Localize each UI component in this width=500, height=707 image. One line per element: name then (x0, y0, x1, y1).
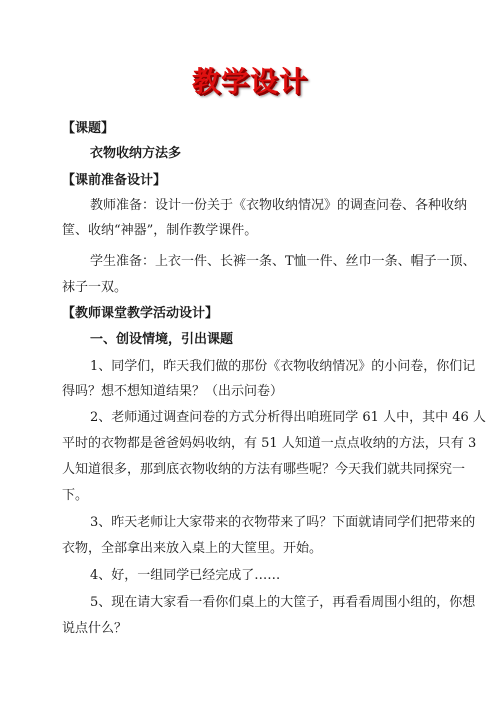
paragraph-5-line-1: 5、现在请大家看一看你们桌上的大筐子，再看看周围小组的，你想 (90, 595, 476, 610)
prep-student-line-1: 学生准备：上衣一件、长裤一条、T恤一件、丝巾一条、帽子一顶、 (90, 254, 476, 269)
paragraph-1-line-2: 得吗？想不想知道结果？（出示问卷） (62, 384, 284, 399)
prep-heading: 【课前准备设计】 (62, 173, 167, 188)
prep-student-line-2: 袜子一双。 (62, 280, 128, 295)
paragraph-2-line-4: 下。 (62, 488, 89, 503)
topic-heading: 【课题】 (62, 121, 115, 136)
page-title: 教学设计 (191, 65, 308, 98)
activity-heading: 【教师课堂教学活动设计】 (62, 306, 219, 321)
topic-text: 衣物收纳方法多 (90, 146, 182, 161)
paragraph-2-line-1: 2、老师通过调查问卷的方式分析得出咱班同学 61 人中，其中 46 人 (90, 410, 486, 425)
paragraph-2-line-2: 平时的衣物都是爸爸妈妈收纳，有 51 人知道一点点收纳的方法，只有 3 (62, 436, 477, 451)
paragraph-4-line-1: 4、好，一组同学已经完成了…… (90, 568, 281, 583)
paragraph-5-line-2: 说点什么？ (62, 621, 128, 636)
step-heading: 一、创设情境，引出课题 (90, 332, 234, 347)
paragraph-3-line-2: 衣物，全部拿出来放入桌上的大筐里。开始。 (62, 541, 323, 556)
prep-teacher-line-1: 教师准备：设计一份关于《衣物收纳情况》的调查问卷、各种收纳 (90, 198, 468, 213)
paragraph-1-line-1: 1、同学们，昨天我们做的那份《衣物收纳情况》的小问卷，你们记 (90, 359, 476, 374)
paragraph-3-line-1: 3、昨天老师让大家带来的衣物带来了吗？下面就请同学们把带来的 (90, 515, 476, 530)
paragraph-2-line-3: 人知道很多，那到底衣物收纳的方法有哪些呢？今天我们就共同探究一 (62, 462, 466, 477)
prep-teacher-line-2: 筐、收纳“神器”，制作教学课件。 (62, 223, 258, 238)
